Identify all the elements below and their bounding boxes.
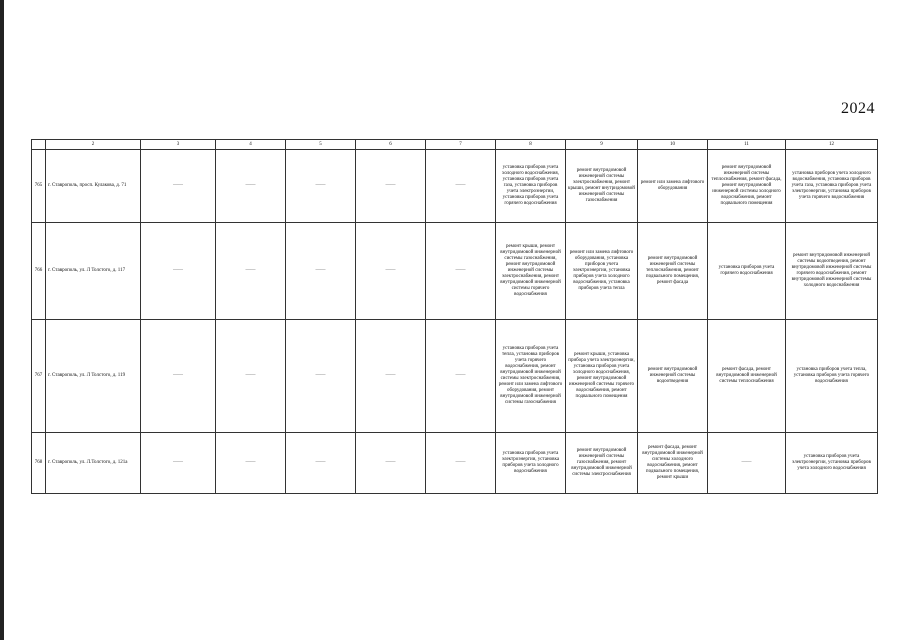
scan-left-edge	[0, 0, 4, 640]
row-number: 766	[32, 223, 46, 320]
dash-cell: ——	[356, 150, 426, 223]
dash-cell: ——	[356, 223, 426, 320]
dash-cell: ——	[216, 150, 286, 223]
dash-cell: ——	[286, 150, 356, 223]
address-cell: г. Ставрополь, ул. Л Толстого, д. 119	[46, 320, 141, 433]
header-cell: 4	[216, 140, 286, 150]
header-cell: 6	[356, 140, 426, 150]
dash-cell: ——	[216, 223, 286, 320]
table-row	[32, 223, 878, 320]
work-cell-col12: установка приборов учета электроэнергии, установка приборов учета холодного водоснабжения	[786, 433, 878, 494]
header-cell: 2	[46, 140, 141, 150]
work-cell-col12: установка приборов учета тепла, установка приборов учета горячего водоснабжения	[786, 320, 878, 433]
dash-cell: ——	[286, 433, 356, 494]
table-row	[32, 320, 878, 433]
header-cell: 9	[566, 140, 638, 150]
work-cell-col10: ремонт или замена лифтового оборудования	[638, 150, 708, 223]
work-cell-col8: ремонт крыши, ремонт внутридомовой инженерной системы газоснабжения, ремонт внутридомовой инженерной системы электроснабжения, ремонт внутридомовой инженерной системы горячего водоснабжения	[496, 223, 566, 320]
row-number: 768	[32, 433, 46, 494]
dash-cell: ——	[356, 320, 426, 433]
dash-cell: ——	[141, 320, 216, 433]
header-cell: 11	[708, 140, 786, 150]
dash-cell: ——	[426, 433, 496, 494]
work-cell-col9: ремонт крыши, установка прибора учета электроэнергии, установка приборов учета холодного водоснабжения, ремонт внутридомовой инженерной системы горячего водоснабжения, ремонт подвального помещения	[566, 320, 638, 433]
address-cell: г. Ставрополь, просп. Кулакова, д. 71	[46, 150, 141, 223]
row-number: 767	[32, 320, 46, 433]
work-cell-col8: установка приборов учета тепла, установка приборов учета горячего водоснабжения, ремонт внутридомовой инженерной системы электроснабжения, ремонт или замена лифтового оборудования, ремонт внутридомовой инженерной системы газоснабжения	[496, 320, 566, 433]
work-cell-col10: ремонт внутридомовой инженерной системы водоотведения	[638, 320, 708, 433]
address-cell: г. Ставрополь, ул. Л.Толстого, д. 121а	[46, 433, 141, 494]
work-cell-col9: ремонт или замена лифтового оборудования, установка приборов учета электроэнергии, установка приборов учета холодного водоснабжения, установка приборов учета тепла	[566, 223, 638, 320]
header-cell: 12	[786, 140, 878, 150]
dash-cell: ——	[141, 150, 216, 223]
dash-cell: ——	[708, 433, 786, 494]
work-cell-col9: ремонт внутридомовой инженерной системы газоснабжения, ремонт внутридомовой инженерной системы электроснабжения	[566, 433, 638, 494]
work-cell-col8: установка приборов учета электроэнергии, установка приборов учета холодного водоснабжения	[496, 433, 566, 494]
header-cell	[32, 140, 46, 150]
dash-cell: ——	[141, 223, 216, 320]
work-cell-col8: установка приборов учета холодного водоснабжения, установка приборов учета газа, установка приборов учета электроэнергии, установка приборов учета горячего водоснабжения	[496, 150, 566, 223]
dash-cell: ——	[286, 320, 356, 433]
work-cell-col10: ремонт фасада, ремонт внутридомовой инженерной системы холодного водоснабжения, ремонт подвального помещения, ремонт крыши	[638, 433, 708, 494]
work-cell-col10: ремонт внутридомовой инженерной системы теплоснабжения, ремонт подвального помещения, ремонт фасада	[638, 223, 708, 320]
repair-schedule-table	[31, 139, 878, 494]
address-cell: г. Ставрополь, ул. Л Толстого, д. 117	[46, 223, 141, 320]
work-cell-col11: установка приборов учета горячего водоснабжения	[708, 223, 786, 320]
row-number: 765	[32, 150, 46, 223]
work-cell-col11: ремонт внутридомовой инженерной системы теплоснабжения, ремонт фасада, ремонт внутридомовой инженерной системы холодного водоснабжения, ремонт подвального помещения	[708, 150, 786, 223]
dash-cell: ——	[426, 150, 496, 223]
year-label: 2024	[841, 100, 875, 117]
dash-cell: ——	[141, 433, 216, 494]
table-row	[32, 150, 878, 223]
header-cell: 7	[426, 140, 496, 150]
header-cell: 8	[496, 140, 566, 150]
dash-cell: ——	[356, 433, 426, 494]
work-cell-col12: ремонт внутридомовой инженерной системы водоотведения, ремонт внутридомовой инженерной системы горячего водоснабжения, ремонт внутридомовой инженерной системы холодного водоснабжения	[786, 223, 878, 320]
work-cell-col12: установка приборов учета холодного водоснабжения, установка приборов учета газа, установка приборов учета электроэнергии, установка приборов учета горячего водоснабжения	[786, 150, 878, 223]
header-cell: 3	[141, 140, 216, 150]
dash-cell: ——	[216, 320, 286, 433]
work-cell-col11: ремонт фасада, ремонт внутридомовой инженерной системы теплоснабжения	[708, 320, 786, 433]
dash-cell: ——	[426, 223, 496, 320]
header-cell: 5	[286, 140, 356, 150]
dash-cell: ——	[216, 433, 286, 494]
table-row	[32, 433, 878, 494]
dash-cell: ——	[286, 223, 356, 320]
work-cell-col9: ремонт внутридомовой инженерной системы электроснабжения, ремонт крыши, ремонт внутридомовой инженерной системы газоснабжения	[566, 150, 638, 223]
header-cell: 10	[638, 140, 708, 150]
dash-cell: ——	[426, 320, 496, 433]
header-row	[32, 140, 878, 150]
